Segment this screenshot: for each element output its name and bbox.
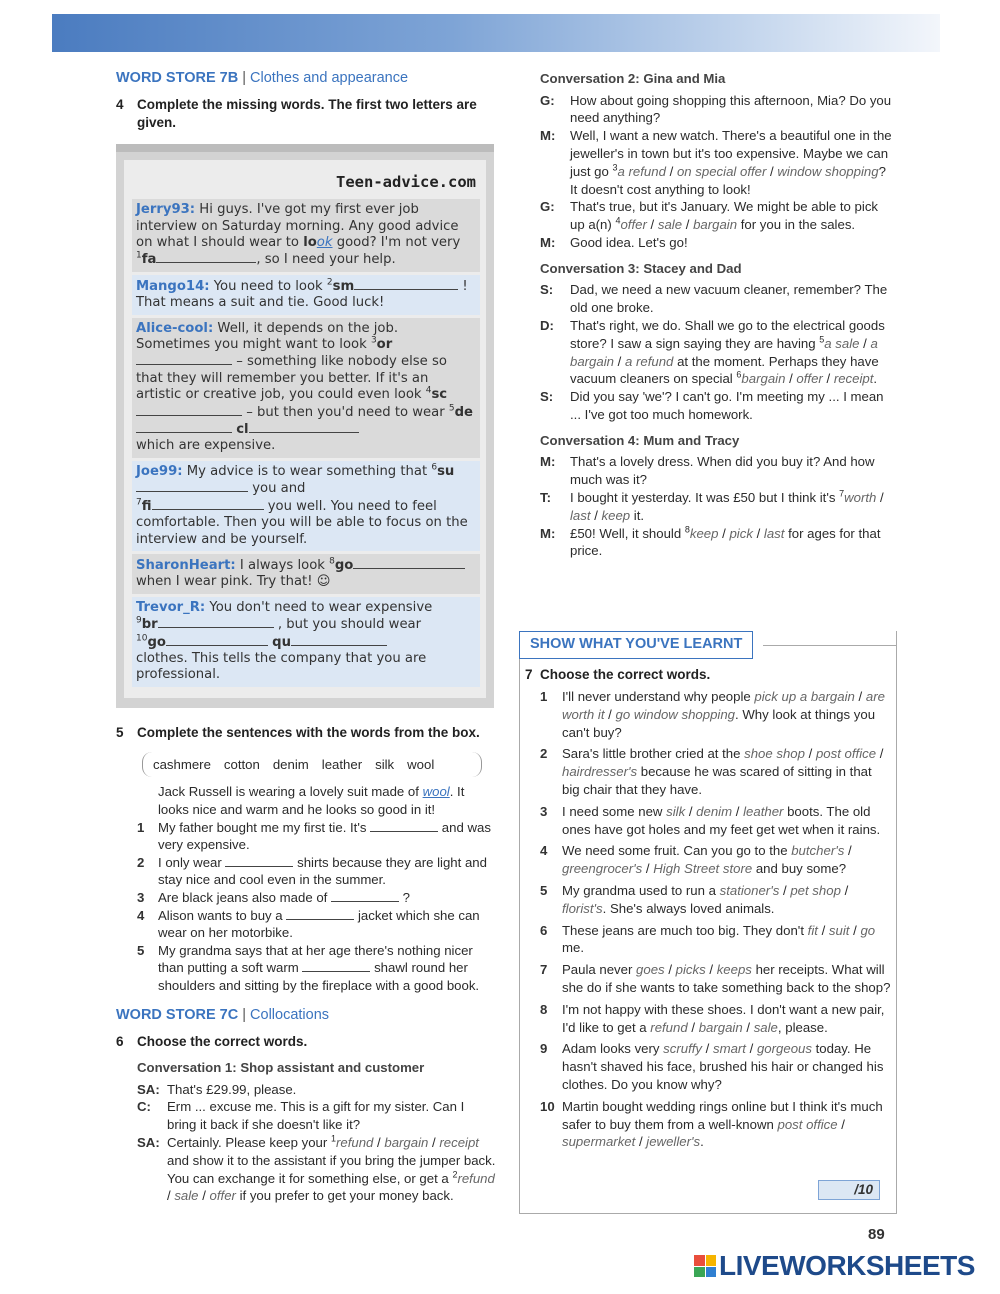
answer-blank[interactable] xyxy=(136,480,248,492)
post-sharon: SharonHeart: I always look $^8$go when I wear pink. Try that! ☺ xyxy=(132,554,480,594)
list-item: 3 Are black jeans also made of ? xyxy=(137,889,410,905)
example-sentence: Jack Russell is wearing a lovely suit made of wool. It looks nice and warm and he looks so good in it! xyxy=(158,784,465,817)
conversation-1: SA: That's £29.99, please. C: Erm ... excuse me. This is a gift for my sister. Can I bring it back if she doesn't like it? SA: Certainly. Please keep your $^1$refund / bargain / receipt and show it to the assistant if you bring the jumper back. You can exchange it for something else, or get a $^2$refund / sale / offer if you prefer to get your money back. xyxy=(137,1081,496,1204)
answer-blank[interactable] xyxy=(136,353,232,365)
answer-blank[interactable] xyxy=(152,498,264,510)
post-trevor: Trevor_R: You don't need to wear expensive $^9$br , but you should wear $^{10}$go qu clothes. This tells the company that you are professional. xyxy=(132,597,480,687)
answer-blank[interactable] xyxy=(136,421,232,433)
exercise-7 xyxy=(525,666,891,1155)
answer-blank[interactable] xyxy=(286,909,354,920)
forum-panel xyxy=(116,144,494,708)
conversation-1-title: Conversation 1: Shop assistant and customer xyxy=(137,1060,425,1076)
answer-blank[interactable] xyxy=(225,856,293,867)
header-banner xyxy=(52,14,940,52)
conversation-2: G: How about going shopping this afternoon, Mia? Do you need anything? M: Well, I want a new watch. There's a beautiful one in the jeweller's in town but it's too expensive. Maybe we can just go $^3$a refund / on special offer / window shopping? It doesn't cost anything to look! G: That's true, but it's January. We might be able to pick up a(n) $^4$offer / sale / bargain for you in the sales. M: Good idea. Let's go! xyxy=(540,92,892,250)
swyl-divider xyxy=(763,645,897,646)
conversation-4: M: That's a lovely dress. When did you buy it? And how much was it? T: I bought it yesterday. It was £50 but I think it's $^7$worth / last / keep it. M: £50! Well, it should $^8$keep / pick / last for ages for that price. xyxy=(540,454,884,559)
answer-blank[interactable] xyxy=(331,891,399,902)
exercise-6-instruction: 6 Choose the correct words. xyxy=(116,1034,308,1050)
list-item: 7 Paula never goes / picks / keeps her receipts. What will she do if she wants to take something back to the shop? xyxy=(540,962,891,995)
answer-blank[interactable] xyxy=(354,278,458,290)
post-joe: Joe99: My advice is to wear something that $^6$su you and $^7$fi you well. You need to feel comfortable. Then you will be able to focus on the interview and be yourself. xyxy=(132,461,480,551)
list-item: 4 Alison wants to buy a jacket which she can wear on her motorbike. xyxy=(137,907,480,941)
right-column xyxy=(540,70,892,560)
list-item: 1 My father bought me my first tie. It's and was very expensive. xyxy=(137,819,491,853)
conversation-2-title: Conversation 2: Gina and Mia xyxy=(540,71,726,86)
answer-blank[interactable] xyxy=(353,557,465,569)
score-box: /10 xyxy=(818,1180,880,1200)
post-mango: Mango14: You need to look $^2$sm ! That means a suit and tie. Good luck! xyxy=(132,275,480,315)
list-item: 5 My grandma used to run a stationer's / pet shop / florist's. She's always loved animals. xyxy=(540,882,849,916)
swyl-title: SHOW WHAT YOU'VE LEARNT xyxy=(519,631,753,659)
exercise-5-instruction: 5 Complete the sentences with the words from the box. xyxy=(116,724,480,740)
site-title: Teen-advice.com xyxy=(336,172,476,191)
answer-blank[interactable] xyxy=(370,821,438,832)
list-item: 6 These jeans are much too big. They don't fit / suit / go me. xyxy=(540,922,876,956)
list-item: 4 We need some fruit. Can you go to the butcher's / greengrocer's / High Street store and buy some? xyxy=(540,843,852,877)
list-item: 8 I'm not happy with these shoes. I don't want a new pair, I'd like to get a refund / bargain / sale, please. xyxy=(540,1001,885,1035)
liveworksheets-logo: LIVEWORKSHEETS xyxy=(694,1255,975,1277)
answer-blank[interactable] xyxy=(291,634,387,646)
list-item: 3 I need some new silk / denim / leather boots. The old ones have got holes and my feet get wet when it rains. xyxy=(540,803,881,837)
conversation-3-title: Conversation 3: Stacey and Dad xyxy=(540,260,742,276)
list-item: 5 My grandma says that at her age there's nothing nicer than putting a soft warm shawl round her shoulders and sitting by the fireplace with a good book. xyxy=(137,942,480,993)
post-alice: Alice-cool: Well, it depends on the job. Sometimes you might want to look $^3$or – something like nobody else so that they will remember you better. If it's an artistic or creative job, you could even look $^4$sc – but then you'd need to wear $^5$de cl which are expensive. xyxy=(132,318,480,458)
word-store-7c-title: WORD STORE 7C | Collocations xyxy=(116,1007,330,1024)
exercise-7-instruction: 7 Choose the correct words. xyxy=(525,667,711,682)
answer-blank[interactable] xyxy=(158,616,274,628)
list-item: 9 Adam looks very scruffy / smart / gorgeous today. He hasn't shaved his face, brushed his hair or changed his clothes. Do you know why? xyxy=(540,1041,884,1092)
answer-blank[interactable] xyxy=(166,634,268,646)
list-item: 10 Martin bought wedding rings online but I think it's much safer to buy them from a well-known post office / supermarket / jeweller's. xyxy=(540,1098,883,1150)
page-number: 89 xyxy=(868,1226,885,1243)
answer-blank[interactable] xyxy=(249,421,359,433)
list-item: 2 Sara's little brother cried at the shoe shop / post office / hairdresser's because he was scared of sitting in that big chair that they have. xyxy=(540,746,884,797)
word-box: cashmere cotton denim leather silk wool xyxy=(142,752,482,778)
exercise-4-instruction: 4 Complete the missing words. The first two letters are given. xyxy=(116,96,477,130)
post-jerry: Jerry93: Hi guys. I've got my first ever job interview on Saturday morning. Any good advice on what I should wear to look good? I'm not very $^1$fa , so I need your help. xyxy=(132,199,480,272)
logo-icon xyxy=(694,1255,716,1277)
word-store-7b-title: WORD STORE 7B | Clothes and appearance xyxy=(116,70,409,86)
list-item: 1 I'll never understand why people pick up a bargain / are worth it / go window shopping. Why look at things you can't buy? xyxy=(540,689,885,740)
conversation-3: S: Dad, we need a new vacuum cleaner, remember? The old one broke. D: That's right, we do. Shall we go to the electrical goods store? I saw a sign saying they are having $^5$a sale / a bargain / a refund at the moment. Perhaps they have vacuum cleaners on special $^6$bargain / offer / receipt. S: Did you say 'we'? I can't go. I'm meeting my ... I mean ... I've got too much homework. xyxy=(540,282,888,422)
conversation-4-title: Conversation 4: Mum and Tracy xyxy=(540,432,740,448)
exercise-5 xyxy=(116,724,496,995)
answer-blank[interactable] xyxy=(136,404,242,416)
answer-blank[interactable] xyxy=(156,251,256,263)
left-column xyxy=(116,70,496,1205)
list-item: 2 I only wear shirts because they are light and stay nice and cool even in the summer. xyxy=(137,854,487,888)
answer-blank[interactable] xyxy=(302,961,370,972)
